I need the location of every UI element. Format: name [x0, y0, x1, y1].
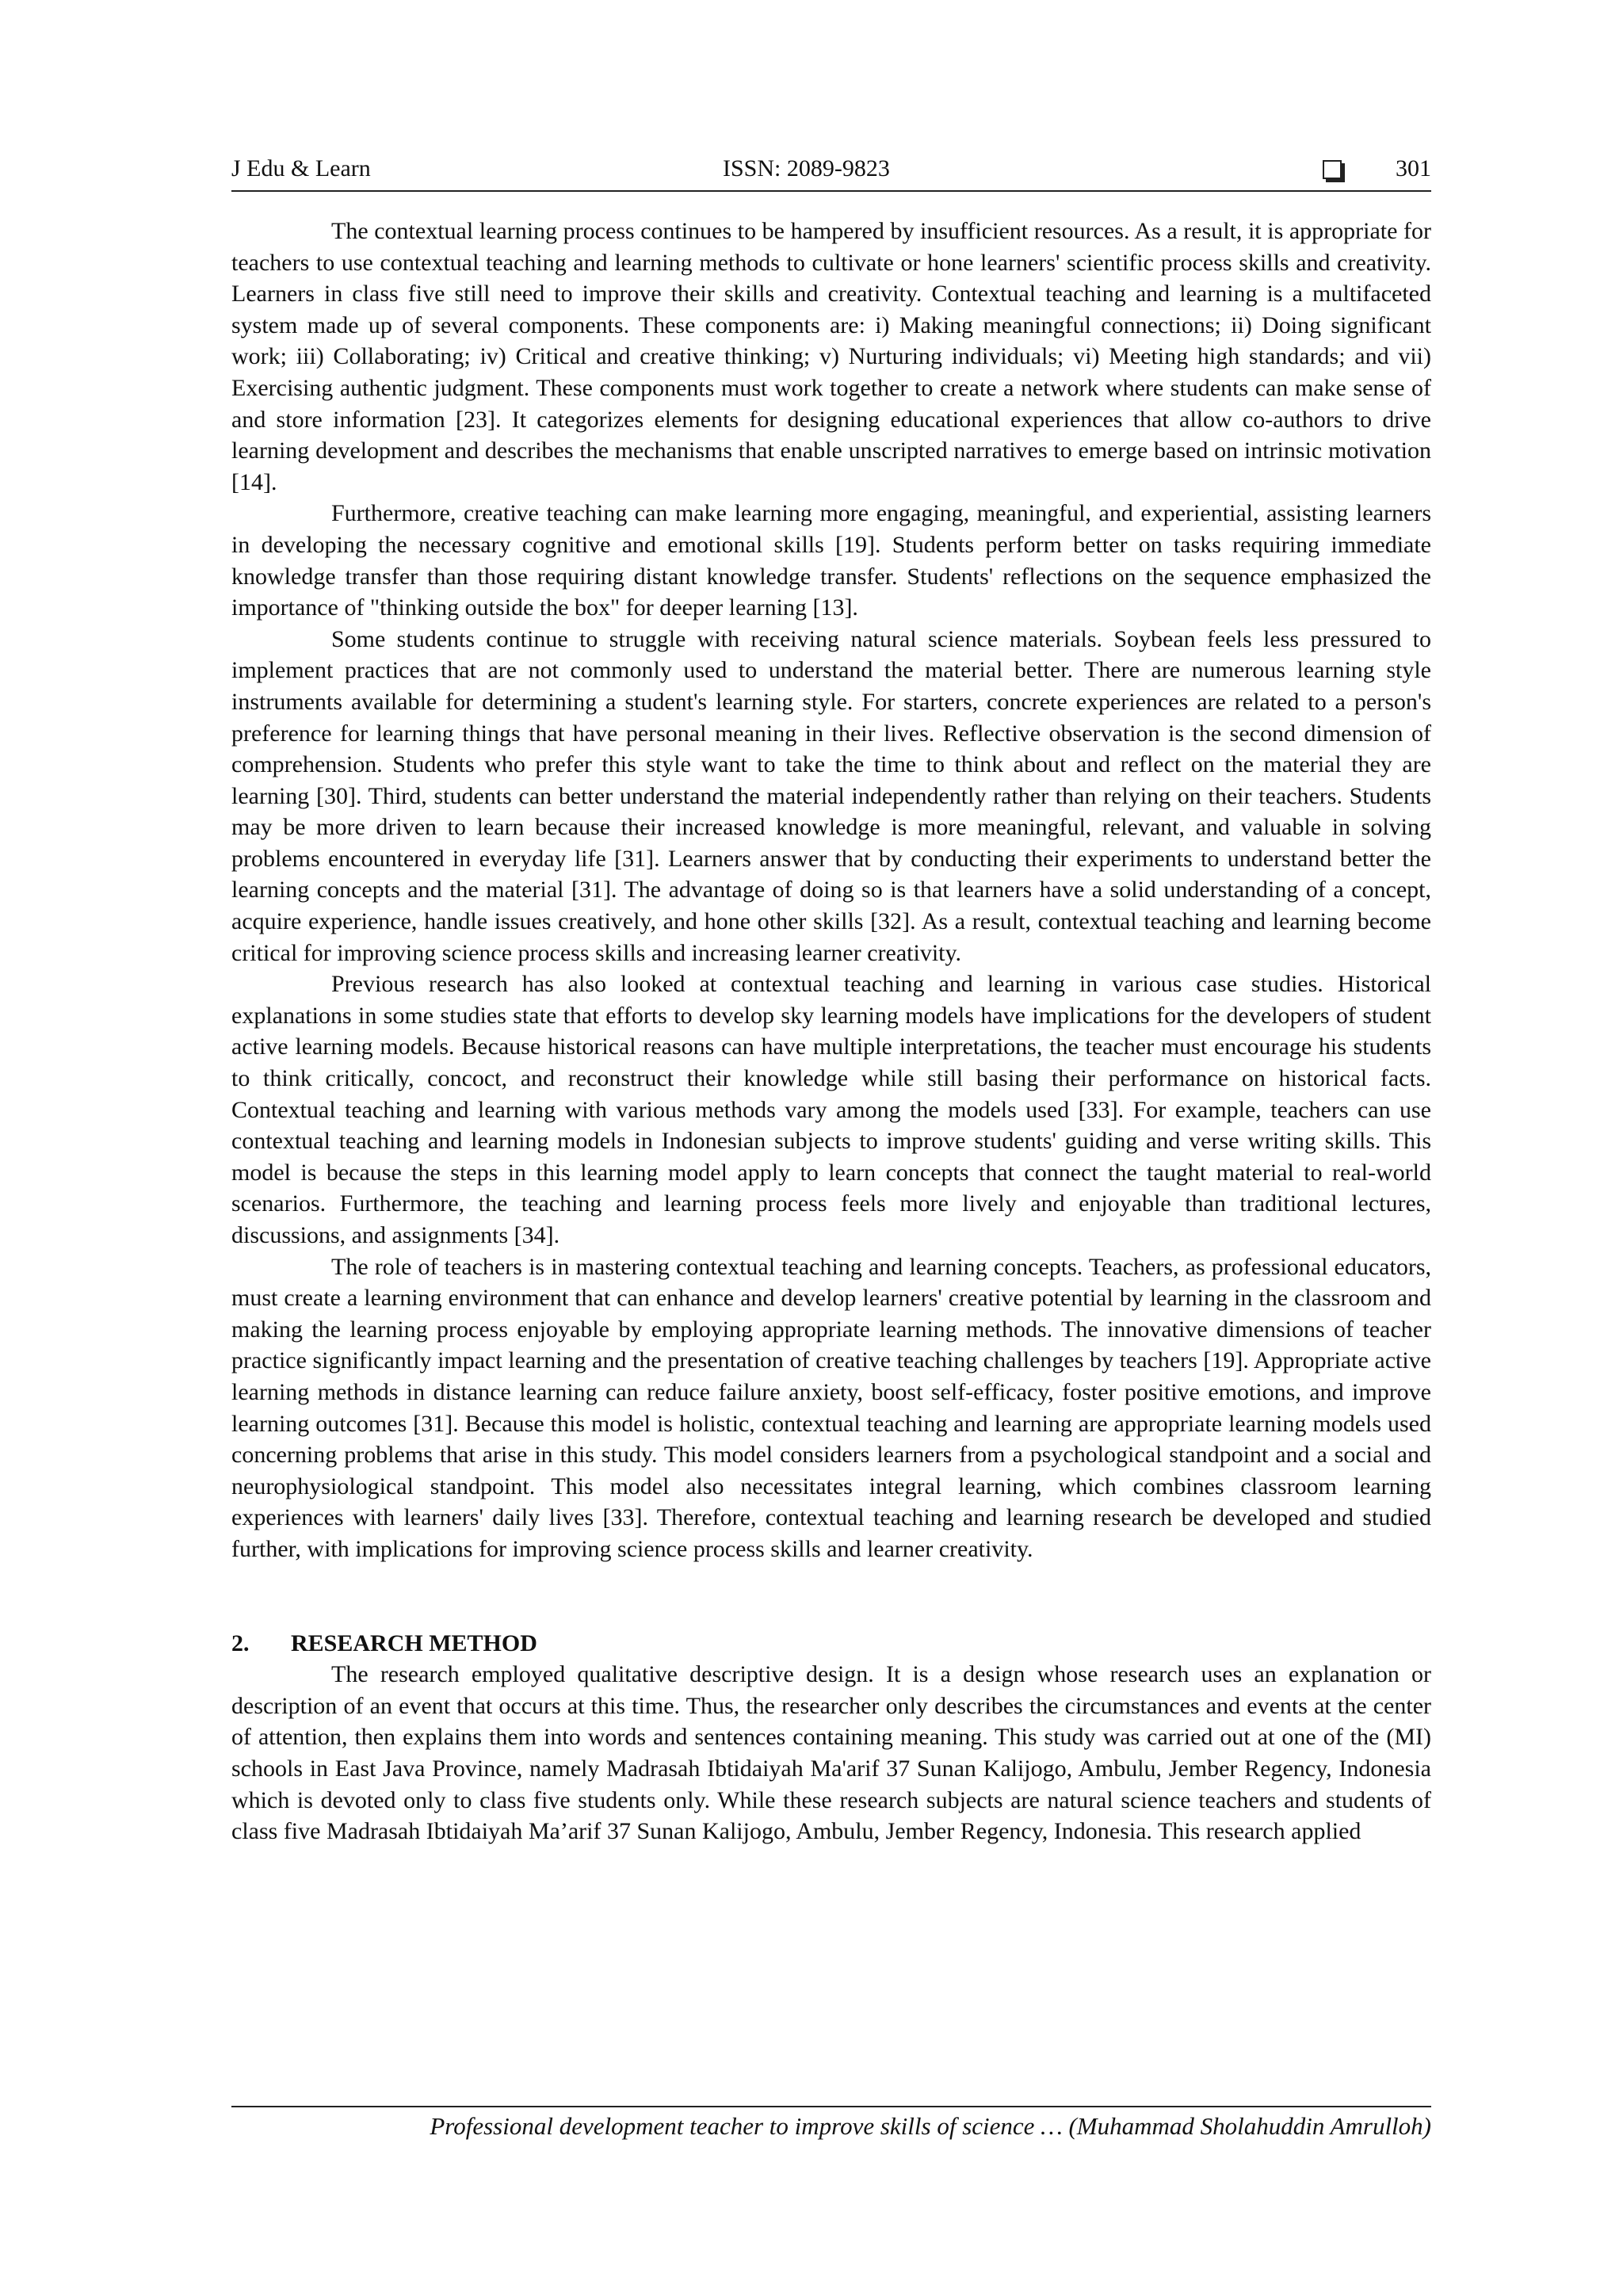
page-footer	[231, 2106, 1431, 2141]
running-title: Professional development teacher to improve skills of science … (Muhammad Sholahuddin Amrulloh)	[430, 2112, 1431, 2140]
body-paragraph: Furthermore, creative teaching can make learning more engaging, meaningful, and experiential, assisting learners in developing the necessary cognitive and emotional skills [19]. Students perform better on tasks requiring immediate knowledge transfer than those requiring distant knowledge transfer. Students' reflections on the sequence emphasized the importance of "thinking outside the box" for deeper learning [13].	[231, 500, 1431, 621]
page-header	[231, 155, 1431, 192]
section-title: RESEARCH METHOD	[291, 1629, 537, 1656]
journal-name: J Edu & Learn	[231, 155, 371, 181]
page-body	[231, 216, 1431, 1847]
square-icon	[1323, 160, 1342, 179]
body-paragraph: The contextual learning process continues to be hampered by insufficient resources. As a result, it is appropriate for teachers to use contextual teaching and learning methods to cultivate or hone learners' scientific process skills and creativity. Learners in class five still need to improve their skills and creativity. Contextual teaching and learning is a multifaceted system made up of several components. These components are: i) Making meaningful connections; ii) Doing significant work; iii) Collaborating; iv) Critical and creative thinking; v) Nurturing individuals; vi) Meeting high standards; and vii) Exercising authentic judgment. These components must work together to create a network where students can make sense of and store information [23]. It categorizes elements for designing educational experiences that allow co-authors to drive learning development and describes the mechanisms that enable unscripted narratives to emerge based on intrinsic motivation [14].	[231, 218, 1431, 495]
body-paragraph: Some students continue to struggle with receiving natural science materials. Soybean feels less pressured to implement practices that are not commonly used to understand the material better. There are numerous learning style instruments available for determining a student's learning style. For starters, concrete experiences are related to a person's preference for learning things that have personal meaning in their lives. Reflective observation is the second dimension of comprehension. Students who prefer this style want to take the time to think about and reflect on the material they are learning [30]. Third, students can better understand the material independently rather than relying on their teachers. Students may be more driven to learn because their increased knowledge is more meaningful, relevant, and valuable in solving problems encountered in everyday life [31]. Learners answer that by conducting their experiments to understand better the learning concepts and the material [31]. The advantage of doing so is that learners have a solid understanding of a concept, acquire experience, handle issues creatively, and hone other skills [32]. As a result, contextual teaching and learning become critical for improving science process skills and increasing learner creativity.	[231, 625, 1431, 966]
issn-label: ISSN: 2089-9823	[723, 155, 890, 181]
body-paragraph: The research employed qualitative descriptive design. It is a design whose research uses an explanation or description of an event that occurs at this time. Thus, the researcher only describes the circumstances and events at the center of attention, then explains them into words and sentences containing meaning. This study was carried out at one of the (MI) schools in East Java Province, namely Madrasah Ibtidaiyah Ma'arif 37 Sunan Kalijogo, Ambulu, Jember Regency, Indonesia which is devoted only to class five students only. While these research subjects are natural science teachers and students of class five Madrasah Ibtidaiyah Ma’arif 37 Sunan Kalijogo, Ambulu, Jember Regency, Indonesia. This research applied	[231, 1661, 1431, 1845]
section-heading	[231, 1628, 1431, 1660]
section-number: 2.	[231, 1629, 250, 1656]
page-number: 301	[1396, 155, 1431, 181]
body-paragraph: Previous research has also looked at contextual teaching and learning in various case studies. Historical explanations in some studies state that efforts to develop sky learning models have implications for the developers of student active learning models. Because historical reasons can have multiple interpretations, the teacher must encourage his students to think critically, concoct, and reconstruct their knowledge while still basing their performance on historical facts. Contextual teaching and learning with various methods vary among the models used [33]. For example, teachers can use contextual teaching and learning models in Indonesian subjects to improve students' guiding and verse writing skills. This model is because the steps in this learning model apply to learn concepts that connect the taught material to real-world scenarios. Furthermore, the teaching and learning process feels more lively and enjoyable than traditional lectures, discussions, and assignments [34].	[231, 971, 1431, 1248]
body-paragraph: The role of teachers is in mastering contextual teaching and learning concepts. Teachers, as professional educators, must create a learning environment that can enhance and develop learners' creative potential by learning in the classroom and making the learning process enjoyable by employing appropriate learning methods. The innovative dimensions of teacher practice significantly impact learning and the presentation of creative teaching challenges by teachers [19]. Appropriate active learning methods in distance learning can reduce failure anxiety, boost self-efficacy, foster positive emotions, and improve learning outcomes [31]. Because this model is holistic, contextual teaching and learning are appropriate learning models used concerning problems that arise in this study. This model considers learners from a psychological standpoint and a social and neurophysiological standpoint. This model also necessitates integral learning, which combines classroom learning experiences with learners' daily lives [33]. Therefore, contextual teaching and learning research be developed and studied further, with implications for improving science process skills and learner creativity.	[231, 1253, 1431, 1562]
